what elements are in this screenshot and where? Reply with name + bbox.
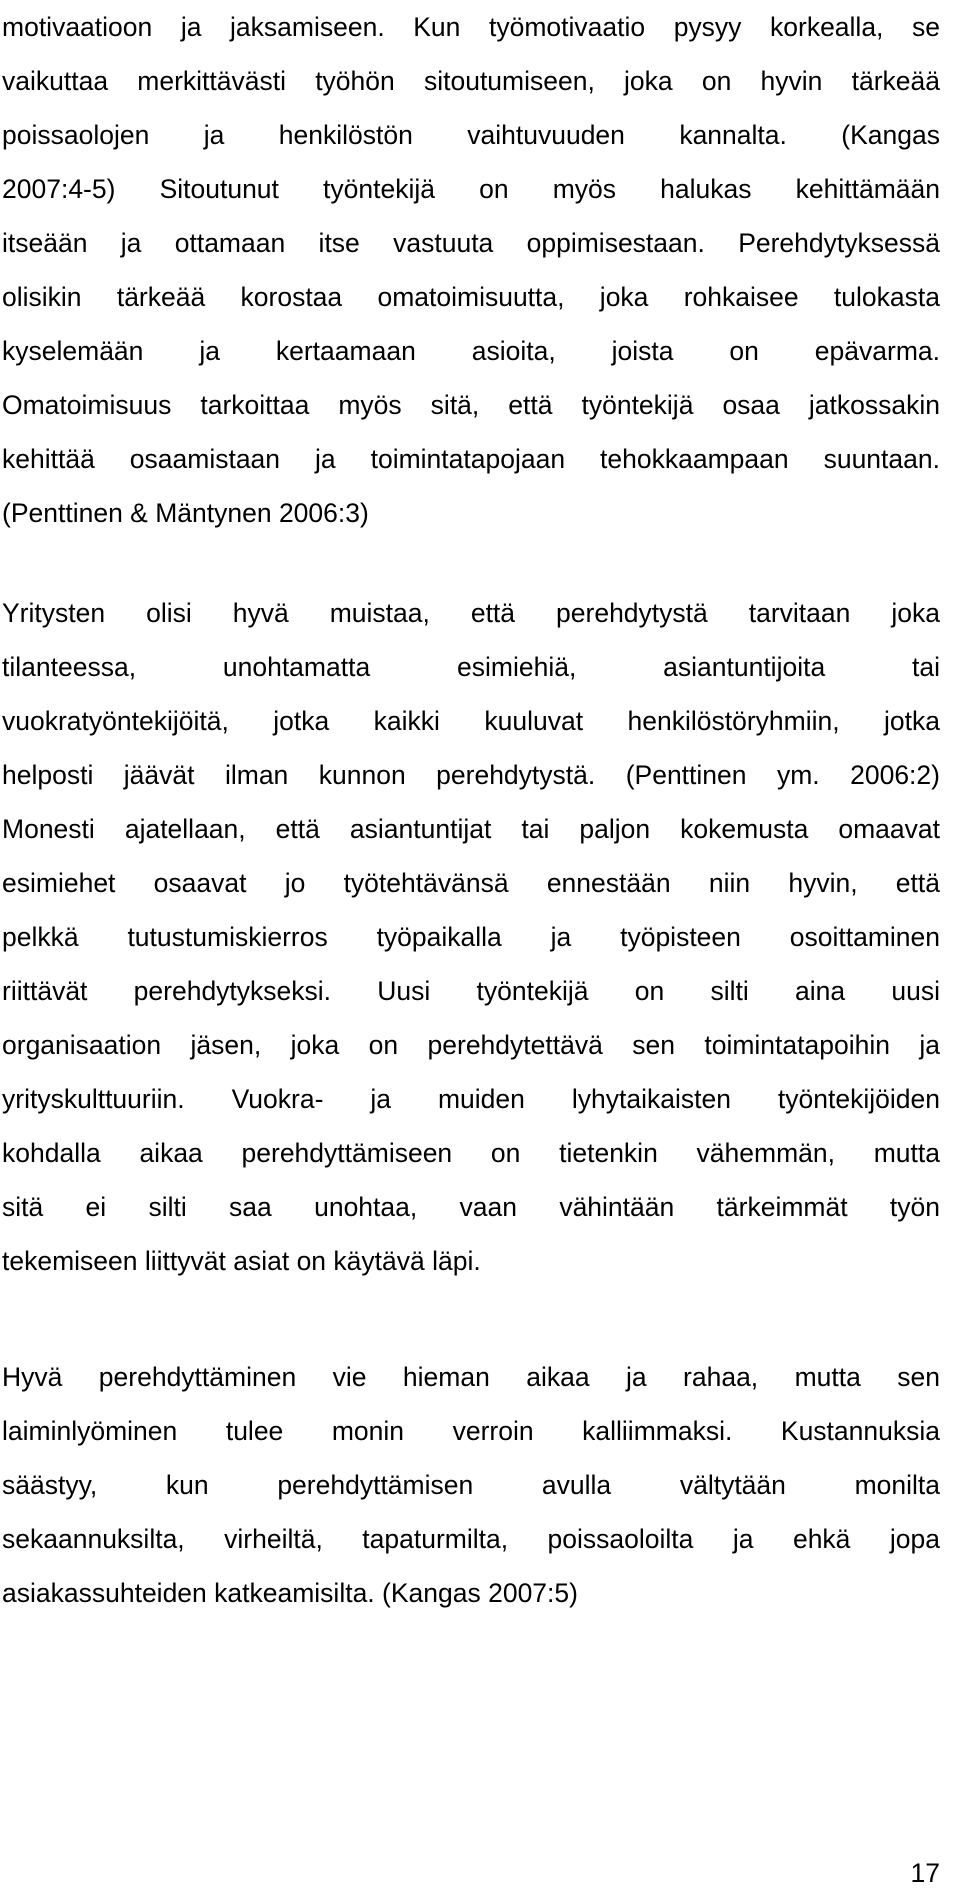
text-line: Monesti ajatellaan, että asiantuntijat tai paljon kokemusta omaavat xyxy=(2,814,940,844)
text-line: laiminlyöminen tulee monin verroin kalliimmaksi. Kustannuksia xyxy=(2,1416,940,1446)
text-line: vaikuttaa merkittävästi työhön sitoutumiseen, joka on hyvin tärkeää xyxy=(2,66,940,96)
text-line: kyselemään ja kertaamaan asioita, joista on epävarma. xyxy=(2,336,940,366)
page-number: 17 xyxy=(910,1858,940,1888)
text-line: tilanteessa, unohtamatta esimiehiä, asiantuntijoita tai xyxy=(2,652,940,682)
text-line: olisikin tärkeää korostaa omatoimisuutta, joka rohkaisee tulokasta xyxy=(2,282,940,312)
text-line: kehittää osaamistaan ja toimintatapojaan tehokkaampaan suuntaan. xyxy=(2,444,940,474)
text-line: helposti jäävät ilman kunnon perehdytystä. (Penttinen ym. 2006:2) xyxy=(2,760,940,790)
text-line: sitä ei silti saa unohtaa, vaan vähintään tärkeimmät työn xyxy=(2,1192,940,1222)
text-line: (Penttinen & Mäntynen 2006:3) xyxy=(2,498,369,528)
text-line: 2007:4-5) Sitoutunut työntekijä on myös halukas kehittämään xyxy=(2,174,940,204)
text-line: motivaatioon ja jaksamiseen. Kun työmotivaatio pysyy korkealla, se xyxy=(2,12,940,42)
text-line: poissaolojen ja henkilöstön vaihtuvuuden kannalta. (Kangas xyxy=(2,120,940,150)
text-line: asiakassuhteiden katkeamisilta. (Kangas 2007:5) xyxy=(2,1578,578,1608)
text-line: riittävät perehdytykseksi. Uusi työntekijä on silti aina uusi xyxy=(2,976,940,1006)
text-line: tekemiseen liittyvät asiat on käytävä läpi. xyxy=(2,1246,481,1276)
text-line: Yritysten olisi hyvä muistaa, että perehdytystä tarvitaan joka xyxy=(2,598,940,628)
text-line: vuokratyöntekijöitä, jotka kaikki kuuluvat henkilöstöryhmiin, jotka xyxy=(2,706,940,736)
text-line: Hyvä perehdyttäminen vie hieman aikaa ja rahaa, mutta sen xyxy=(2,1362,940,1392)
text-line: itseään ja ottamaan itse vastuuta oppimisestaan. Perehdytyksessä xyxy=(2,228,940,258)
paragraph-1 xyxy=(2,0,940,540)
text-line: säästyy, kun perehdyttämisen avulla vältytään monilta xyxy=(2,1470,940,1500)
text-line: Omatoimisuus tarkoittaa myös sitä, että työntekijä osaa jatkossakin xyxy=(2,390,940,420)
paragraph-2 xyxy=(2,586,940,1288)
text-line: organisaation jäsen, joka on perehdytettävä sen toimintatapoihin ja xyxy=(2,1030,940,1060)
text-line: sekaannuksilta, virheiltä, tapaturmilta, poissaoloilta ja ehkä jopa xyxy=(2,1524,940,1554)
paragraph-3 xyxy=(2,1350,940,1620)
text-line: pelkkä tutustumiskierros työpaikalla ja työpisteen osoittaminen xyxy=(2,922,940,952)
text-line: esimiehet osaavat jo työtehtävänsä ennestään niin hyvin, että xyxy=(2,868,940,898)
text-line: kohdalla aikaa perehdyttämiseen on tietenkin vähemmän, mutta xyxy=(2,1138,940,1168)
text-line: yrityskulttuuriin. Vuokra- ja muiden lyhytaikaisten työntekijöiden xyxy=(2,1084,940,1114)
